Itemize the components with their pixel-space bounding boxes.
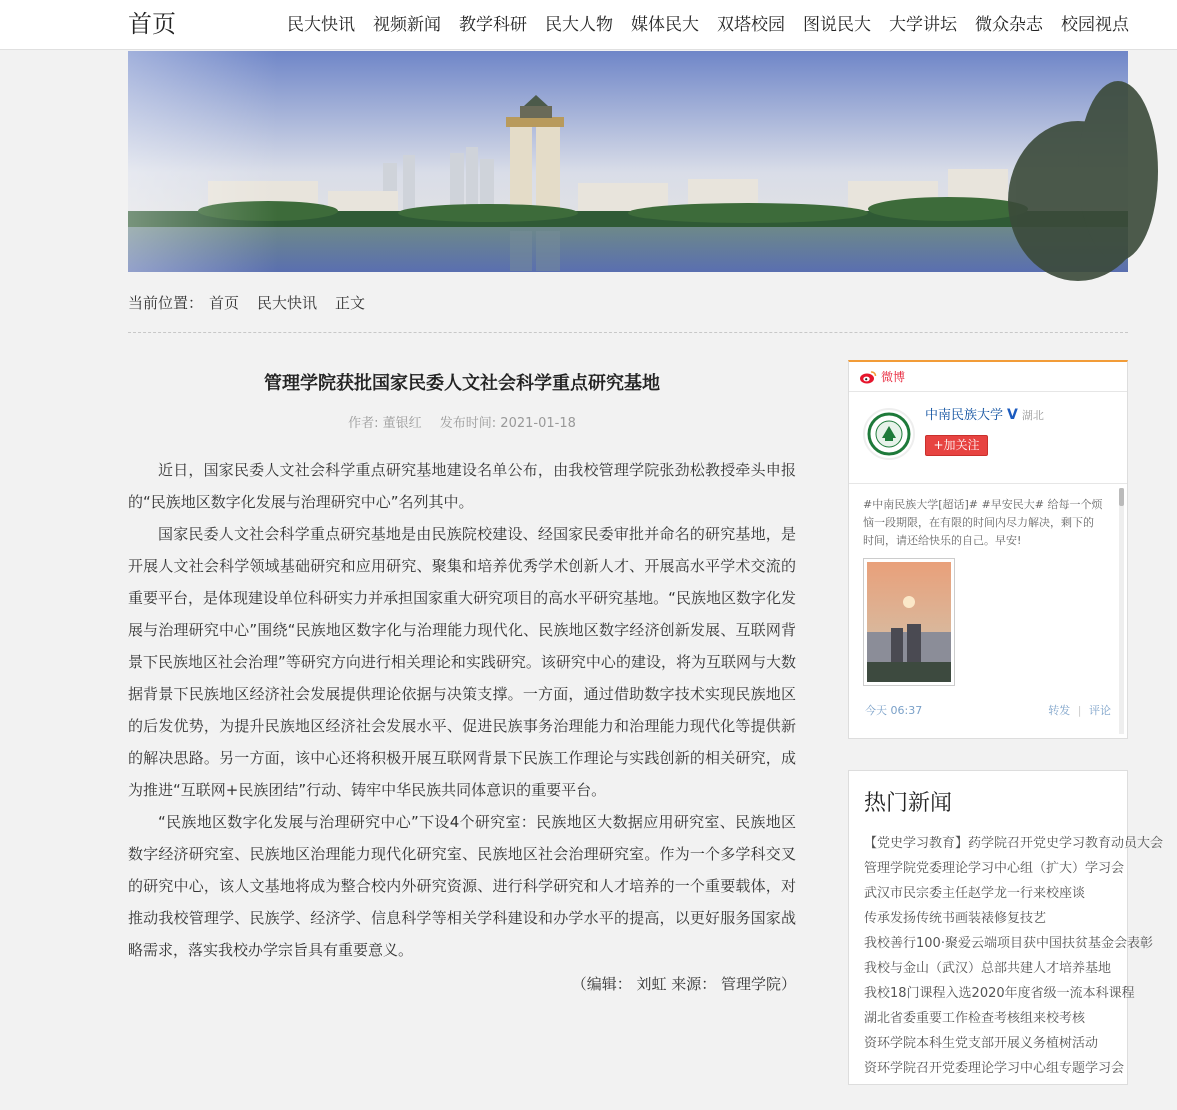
- hot-news-panel: [848, 770, 1164, 1085]
- article-paragraph: 国家民委人文社会科学重点研究基地是由民族院校建设、经国家民委审批并命名的研究基地，是开展人文社会科学领域基础研究和应用研究、聚集和培养优秀学术创新人才、开展高水平学术交流的重要平台，是体现建设单位科研实力并承担国家重大研究项目的高水平研究基地。“民族地区数字化发展与治理研究中心”围绕“民族地区数字化与治理能力现代化、民族地区数字经济创新发展、互联网背景下民族地区社会治理”等研究方向进行相关理论和实践研究。该研究中心的建设，将为互联网与大数据背景下民族地区经济社会发展提供理论依据与决策支撑。一方面，通过借助数字技术实现民族地区的后发优势，为提升民族地区经济社会发展水平、促进民族事务治理能力和治理能力现代化等提供新的解决思路。另一方面，该中心还将积极开展互联网背景下民族工作理论与实践创新的相关研究，成为推进“互联网+民族团结”行动、铸牢中华民族共同体意识的重要平台。: [128, 525, 796, 799]
- weibo-feed: [849, 484, 1127, 738]
- follow-button[interactable]: +加关注: [925, 435, 988, 456]
- nav-item-people[interactable]: 民大人物: [545, 15, 613, 35]
- hot-news-item[interactable]: 【党史学习教育】药学院召开党史学习教育动员大会: [864, 836, 1164, 851]
- article-meta: [128, 410, 796, 438]
- hot-news-item[interactable]: 资环学院召开党委理论学习中心组专题学习会: [864, 1061, 1125, 1076]
- hot-news-item[interactable]: 武汉市民宗委主任赵学龙一行来校座谈: [864, 886, 1086, 901]
- main-nav: [269, 12, 1129, 38]
- article-paragraph: “民族地区数字化发展与治理研究中心”下设4个研究室：民族地区大数据应用研究室、民族地区数字经济研究室、民族地区治理能力现代化研究室、民族地区社会治理研究室。作为一个多学科交叉的研究中心，该人文基地将成为整合校内外研究资源、进行科学研究和人才培养的一个重要载体，对推动我校管理学、民族学、经济学、信息科学等相关学科建设和办学水平的提高，以更好服务国家战略需求，落实我校办学宗旨具有重要意义。: [128, 813, 796, 959]
- nav-item-magazine[interactable]: 微众杂志: [975, 15, 1043, 35]
- article-editor-source: （编辑： 刘虹 来源： 管理学院）: [571, 975, 796, 993]
- verified-icon: V: [1007, 407, 1018, 423]
- breadcrumb: [128, 292, 365, 314]
- article: [128, 360, 796, 1000]
- hot-news-item[interactable]: 管理学院党委理论学习中心组（扩大）学习会: [864, 861, 1125, 876]
- weibo-label[interactable]: 微博: [881, 370, 906, 384]
- breadcrumb-prefix: 当前位置：: [128, 294, 204, 312]
- breadcrumb-current[interactable]: 正文: [335, 294, 366, 312]
- article-author: 作者: 董银红: [348, 416, 422, 431]
- article-date: 发布时间: 2021-01-18: [439, 416, 576, 431]
- university-logo-avatar[interactable]: [863, 408, 915, 460]
- campus-banner-image: [128, 51, 1128, 272]
- nav-item-teaching-research[interactable]: 教学科研: [459, 15, 527, 35]
- nav-item-lecture[interactable]: 大学讲坛: [889, 15, 957, 35]
- hot-news-item[interactable]: 传承发扬传统书画装裱修复技艺: [864, 911, 1047, 926]
- weibo-widget: [848, 360, 1128, 739]
- weibo-profile: [849, 392, 1127, 484]
- home-link[interactable]: 首页: [128, 10, 176, 38]
- hot-news-list: [849, 831, 1164, 1081]
- article-body: [128, 454, 796, 966]
- weibo-post-image[interactable]: [863, 558, 955, 686]
- weibo-post-text: #中南民族大学[超话]# #早安民大# 给每一个烦恼一段期限，在有限的时间内尽力解决，剩下的时间，请还给快乐的自己。早安!: [863, 498, 1103, 547]
- comment-link[interactable]: 评论: [1089, 704, 1111, 717]
- top-navigation-bar: [0, 0, 1177, 50]
- weibo-scrollbar[interactable]: [1119, 488, 1124, 734]
- breadcrumb-divider: [128, 332, 1128, 333]
- weibo-location: 湖北: [1021, 409, 1044, 422]
- breadcrumb-category[interactable]: 民大快讯: [257, 294, 318, 312]
- weibo-widget-header: [849, 362, 1127, 392]
- weibo-account-name[interactable]: 中南民族大学: [925, 408, 1004, 423]
- weibo-post-time: 今天 06:37: [865, 704, 923, 717]
- hot-news-item[interactable]: 我校与金山（武汉）总部共建人才培养基地: [864, 961, 1112, 976]
- article-title: 管理学院获批国家民委人文社会科学重点研究基地: [264, 373, 660, 394]
- hot-news-item[interactable]: 我校善行100·聚爱云端项目获中国扶贫基金会表彰: [864, 936, 1153, 951]
- nav-item-campus-view[interactable]: 校园视点: [1061, 15, 1129, 35]
- breadcrumb-home[interactable]: 首页: [209, 294, 240, 312]
- hot-news-item[interactable]: 我校18门课程入选2020年度省级一流本科课程: [864, 986, 1135, 1001]
- weibo-account: [925, 406, 1044, 425]
- weibo-icon: [859, 370, 877, 384]
- nav-item-media[interactable]: 媒体民大: [631, 15, 699, 35]
- nav-item-twin-tower-campus[interactable]: 双塔校园: [717, 15, 785, 35]
- article-paragraph: 近日，国家民委人文社会科学重点研究基地建设名单公布，由我校管理学院张劲松教授牵头申报的“民族地区数字化发展与治理研究中心”名列其中。: [128, 461, 796, 511]
- hot-news-item[interactable]: 湖北省委重要工作检查考核组来校考核: [864, 1011, 1086, 1026]
- repost-link[interactable]: 转发: [1048, 704, 1071, 717]
- weibo-scrollbar-thumb[interactable]: [1119, 488, 1124, 506]
- nav-item-video-news[interactable]: 视频新闻: [373, 15, 441, 35]
- weibo-post-actions: [1044, 702, 1111, 718]
- nav-item-mindakuaixun[interactable]: 民大快讯: [287, 15, 355, 35]
- weibo-post-footer: [865, 702, 1111, 718]
- hot-news-item[interactable]: 资环学院本科生党支部开展义务植树活动: [864, 1036, 1099, 1051]
- hot-news-title: 热门新闻: [864, 791, 953, 816]
- nav-item-photo-news[interactable]: 图说民大: [803, 15, 871, 35]
- action-divider: |: [1077, 704, 1082, 717]
